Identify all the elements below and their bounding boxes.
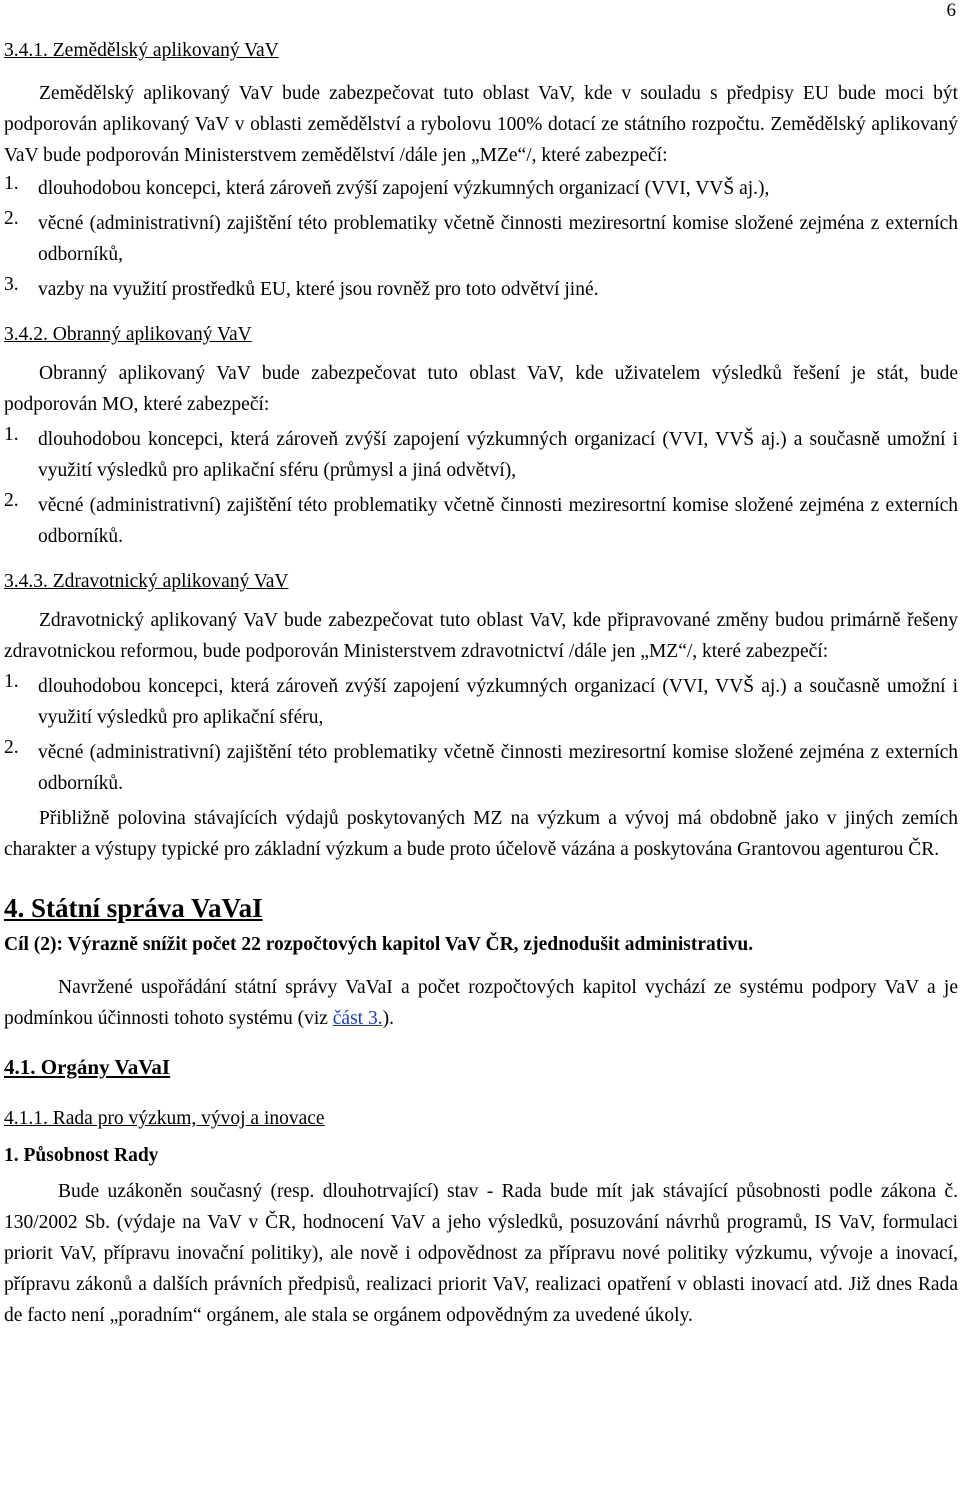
list-item-text: věcné (administrativní) zajištění této problematiky včetně činnosti meziresortní komise složené zejména z externích odborníků. [38, 742, 958, 794]
list-item [4, 490, 958, 552]
list-item-number: 1. [4, 424, 19, 445]
section-4-1-heading: 4.1. Orgány VaVaI [4, 1055, 171, 1079]
list-item-number: 3. [4, 274, 19, 295]
list-item [4, 737, 958, 799]
list-item-text: vazby na využití prostředků EU, které jsou rovněž pro toto odvětví jiné. [38, 279, 599, 300]
section-3-4-1-heading: 3.4.1. Zemědělský aplikovaný VaV [4, 40, 279, 61]
chapter-4-goal: Cíl (2): Výrazně snížit počet 22 rozpočtových kapitol VaV ČR, zjednodušit administrativu. [4, 934, 754, 955]
list-item-text: dlouhodobou koncepci, která zároveň zvýší zapojení výzkumných organizací (VVI, VVŠ aj.), [38, 178, 770, 199]
list-item [4, 208, 958, 270]
list-item-number: 1. [4, 671, 19, 692]
document-page [4, 0, 958, 1331]
section-3-4-1-intro: Zemědělský aplikovaný VaV bude zabezpečovat tuto oblast VaV, kde v souladu s předpisy EU bude moci být podporován aplikovaný VaV v oblasti zemědělství a rybolovu 100% dotací ze státního rozpočtu. Zemědělský aplikovaný VaV bude podporován Ministerstvem zemědělství /dále jen „MZe“/, které zabezpečí: [4, 83, 958, 166]
list-item-number: 2. [4, 208, 19, 229]
list-item-number: 2. [4, 737, 19, 758]
list-item [4, 424, 958, 486]
list-item-number: 2. [4, 490, 19, 511]
section-3-4-2-intro: Obranný aplikovaný VaV bude zabezpečovat tuto oblast VaV, kde uživatelem výsledků řešení je stát, bude podporován MO, které zabezpečí: [4, 363, 958, 415]
section-3-4-3-list [4, 671, 958, 799]
section-3-link[interactable]: část 3. [332, 1008, 383, 1029]
list-item-number: 1. [4, 173, 19, 194]
chapter-4-heading: 4. Státní správa VaVaI [4, 893, 263, 923]
section-3-4-3-closing: Přibližně polovina stávajících výdajů poskytovaných MZ na výzkum a vývoj má obdobně jako v jiných zemích charakter a výstupy typické pro základní výzkum a bude proto účelově vázána a poskytována Grantovou agenturou ČR. [4, 808, 958, 860]
list-item-text: věcné (administrativní) zajištění této problematiky včetně činnosti meziresortní komise složené zejména z externích odborníků. [38, 495, 958, 547]
section-3-4-3-intro: Zdravotnický aplikovaný VaV bude zabezpečovat tuto oblast VaV, kde připravované změny budou primárně řešeny zdravotnickou reformou, bude podporován Ministerstvem zdravotnictví /dále jen „MZ“/, které zabezpečí: [4, 610, 958, 662]
list-item [4, 173, 958, 204]
section-4-1-1-subheading: 1. Působnost Rady [4, 1145, 159, 1166]
chapter-4-paragraph-end: ). [382, 1008, 394, 1029]
section-4-1-1-heading: 4.1.1. Rada pro výzkum, vývoj a inovace [4, 1108, 325, 1129]
list-item-text: dlouhodobou koncepci, která zároveň zvýší zapojení výzkumných organizací (VVI, VVŠ aj.) a současně umožní i využití výsledků pro aplikační sféru, [38, 676, 958, 728]
list-item-text: dlouhodobou koncepci, která zároveň zvýší zapojení výzkumných organizací (VVI, VVŠ aj.) a současně umožní i využití výsledků pro aplikační sféru (průmysl a jiná odvětví), [38, 429, 958, 481]
list-item [4, 671, 958, 733]
chapter-4-paragraph [4, 972, 958, 1034]
section-3-4-3-heading: 3.4.3. Zdravotnický aplikovaný VaV [4, 571, 289, 592]
list-item-text: věcné (administrativní) zajištění této problematiky včetně činnosti meziresortní komise složené zejména z externích odborníků, [38, 213, 958, 265]
section-3-4-2-list [4, 424, 958, 552]
section-3-4-1-list [4, 173, 958, 305]
section-4-1-1-paragraph: Bude uzákoněn současný (resp. dlouhotrvající) stav - Rada bude mít jak stávající působnosti podle zákona č. 130/2002 Sb. (výdaje na VaV v ČR, hodnocení VaV a jeho výsledků, posuzování návrhů programů, IS VaV, formulaci priorit VaV, přípravu inovační politiky), ale nově i odpovědnost za přípravu nové politiky výzkumu, vývoje a inovací, přípravu zákonů a dalších právních předpisů, realizaci priorit VaV, realizaci opatření v oblasti inovací atd. Již dnes Rada de facto není „poradním“ orgánem, ale stala se orgánem odpovědným za uvedené úkoly. [4, 1181, 958, 1326]
chapter-4-paragraph-text: Navržené uspořádání státní správy VaVaI a počet rozpočtových kapitol vychází ze systému podpory VaV a je podmínkou účinnosti tohoto systému (viz [4, 977, 958, 1029]
list-item [4, 274, 958, 305]
page-number: 6 [946, 0, 956, 21]
section-3-4-2-heading: 3.4.2. Obranný aplikovaný VaV [4, 324, 252, 345]
